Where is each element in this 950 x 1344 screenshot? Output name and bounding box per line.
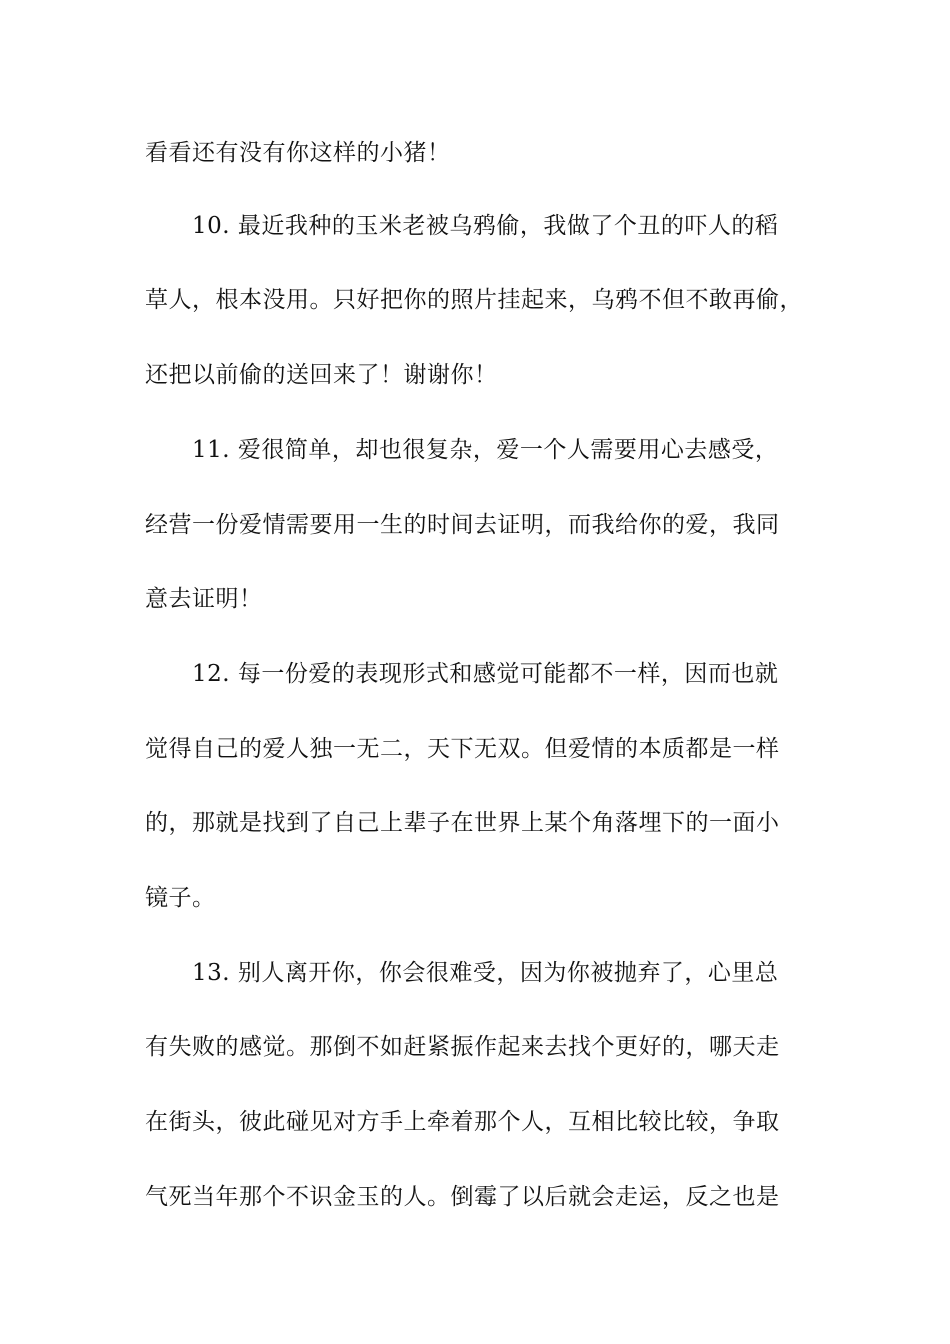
text-line: 镜子。 bbox=[145, 885, 216, 911]
text-line: 的，那就是找到了自己上辈子在世界上某个角落埋下的一面小 bbox=[145, 810, 780, 836]
list-item-11-start: 11. 爱很简单，却也很复杂，爱一个人需要用心去感受， bbox=[192, 437, 779, 463]
text-line: 有失败的感觉。那倒不如赶紧振作起来去找个更好的，哪天走 bbox=[145, 1034, 780, 1060]
text-line: 气死当年那个不识金玉的人。倒霉了以后就会走运，反之也是 bbox=[145, 1184, 780, 1210]
text-line: 还把以前偷的送回来了！谢谢你！ bbox=[145, 362, 498, 388]
list-item-10-start: 10. 最近我种的玉米老被乌鸦偷，我做了个丑的吓人的稻 bbox=[192, 213, 779, 239]
text-line: 草人，根本没用。只好把你的照片挂起来，乌鸦不但不敢再偷， bbox=[145, 287, 803, 313]
text-line: 觉得自己的爱人独一无二，天下无双。但爱情的本质都是一样 bbox=[145, 736, 780, 762]
list-item-13-start: 13. 别人离开你，你会很难受，因为你被抛弃了，心里总 bbox=[192, 960, 779, 986]
text-line: 看看还有没有你这样的小猪！ bbox=[145, 140, 451, 166]
text-line: 经营一份爱情需要用一生的时间去证明，而我给你的爱，我同 bbox=[145, 512, 780, 538]
text-line: 在街头，彼此碰见对方手上牵着那个人，互相比较比较，争取 bbox=[145, 1109, 780, 1135]
list-item-12-start: 12. 每一份爱的表现形式和感觉可能都不一样，因而也就 bbox=[192, 661, 779, 687]
text-line: 意去证明！ bbox=[145, 586, 263, 612]
